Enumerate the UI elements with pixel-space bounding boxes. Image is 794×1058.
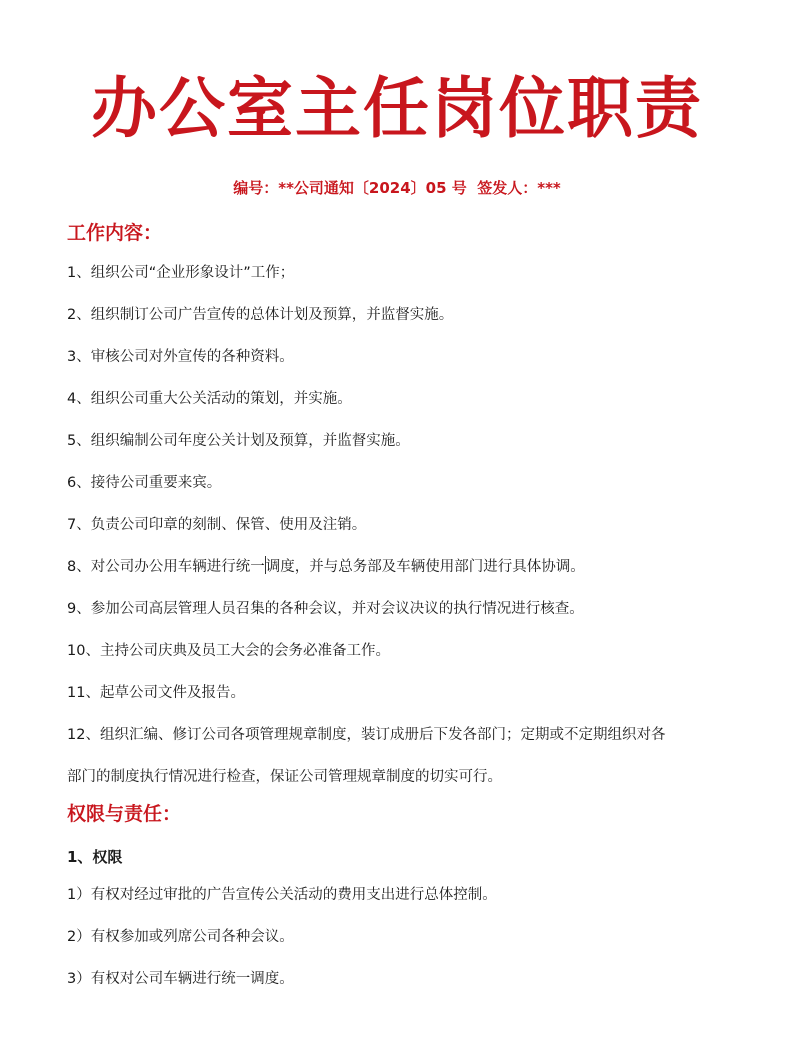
list-item: 4、组织公司重大公关活动的策划，并实施。: [67, 391, 352, 407]
list-item: 2）有权参加或列席公司各种会议。: [67, 929, 294, 945]
authority-list: [67, 884, 747, 1010]
list-item: 10、主持公司庆典及员工大会的会务必准备工作。: [67, 643, 390, 659]
list-item: 11、起草公司文件及报告。: [67, 685, 245, 701]
list-item: [67, 724, 747, 788]
signer-label: 签发人：: [477, 179, 538, 197]
section-heading-authority: 权限与责任：: [67, 803, 182, 825]
section-heading-work: 工作内容：: [67, 222, 163, 244]
list-item-part: 调度，并与总务部及车辆使用部门进行具体协调。: [265, 559, 585, 575]
number-label: 编号：: [233, 179, 279, 197]
meta-spacer: [467, 179, 477, 197]
list-item: 3、审核公司对外宣传的各种资料。: [67, 349, 294, 365]
list-item: 1、组织公司“企业形象设计”工作；: [67, 265, 295, 281]
list-item: 9、参加公司高层管理人员召集的各种会议，并对会议决议的执行情况进行核查。: [67, 601, 584, 617]
subheading-authority: 1、权限: [67, 848, 123, 866]
document-meta: [0, 176, 794, 200]
signer-value: ***: [537, 179, 561, 197]
list-item: [67, 556, 747, 578]
list-item-line: 12、组织汇编、修订公司各项管理规章制度，装订成册后下发各部门；定期或不定期组织对各: [67, 727, 666, 743]
list-item: 7、负责公司印章的刻制、保管、使用及注销。: [67, 517, 367, 533]
list-item: 3）有权对公司车辆进行统一调度。: [67, 971, 294, 987]
list-item: 6、接待公司重要来宾。: [67, 475, 222, 491]
list-item: 2、组织制订公司广告宣传的总体计划及预算，并监督实施。: [67, 307, 454, 323]
list-item-part: 8、对公司办公用车辆进行统一: [67, 559, 265, 575]
list-item: 1）有权对经过审批的广告宣传公关活动的费用支出进行总体控制。: [67, 887, 497, 903]
list-item: 5、组织编制公司年度公关计划及预算，并监督实施。: [67, 433, 410, 449]
number-value: **公司通知〔2024〕05 号: [278, 179, 467, 197]
work-duty-list: [67, 262, 747, 808]
document-title: 办公室主任岗位职责: [91, 70, 703, 147]
list-item-line: 部门的制度执行情况进行检查，保证公司管理规章制度的切实可行。: [67, 769, 502, 785]
